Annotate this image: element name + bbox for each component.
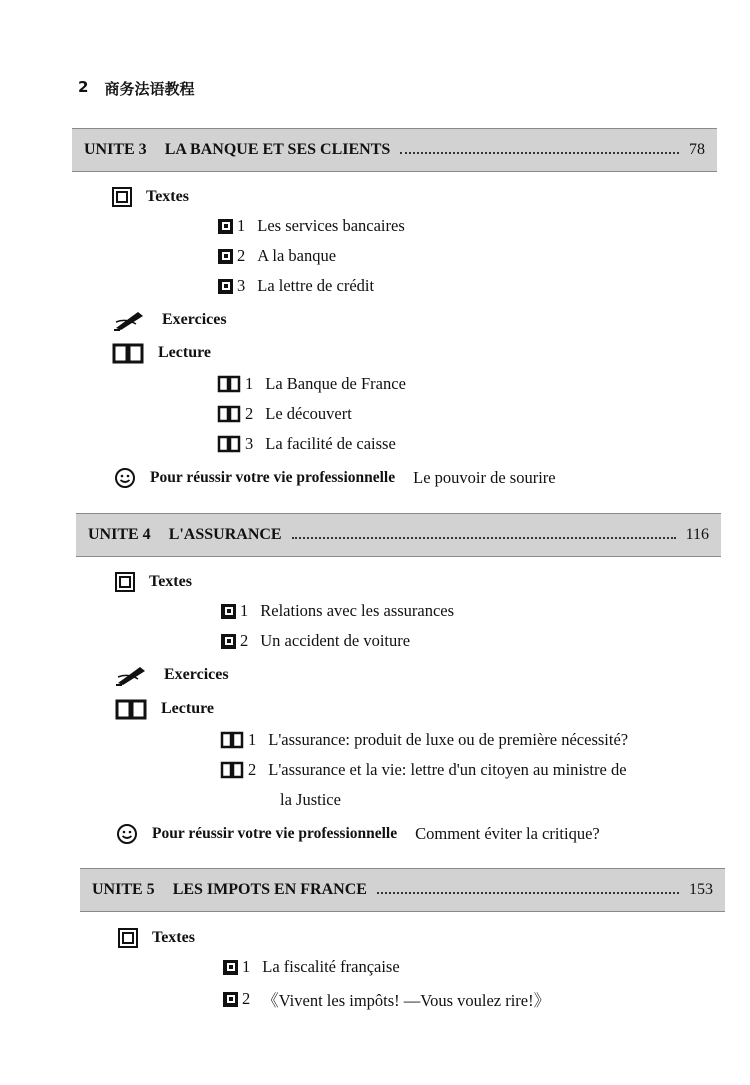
text-icon <box>223 960 238 975</box>
text-icon <box>218 249 233 264</box>
lecture-heading: Lecture <box>115 698 214 720</box>
unit-number: UNITE 4 <box>88 526 151 543</box>
dot-leader <box>377 892 679 894</box>
book-icon <box>115 698 147 720</box>
list-item[interactable]: 1 L'assurance: produit de luxe ou de première nécessité? <box>220 730 628 750</box>
book-icon <box>112 342 144 364</box>
book-icon <box>220 761 244 779</box>
book-icon <box>220 731 244 749</box>
smiley-icon <box>116 823 138 845</box>
pencil-icon <box>114 663 150 687</box>
unit-3-header[interactable] <box>72 128 717 172</box>
pro-label: Pour réussir votre vie professionnelle <box>150 469 396 486</box>
pro-label: Pour réussir votre vie professionnelle <box>152 825 398 842</box>
text-icon <box>221 634 236 649</box>
text-icon <box>221 604 236 619</box>
pro-title: Comment éviter la critique? <box>415 824 600 843</box>
list-item-continuation: la Justice <box>280 790 341 809</box>
textes-icon <box>112 187 132 207</box>
textes-icon <box>118 928 138 948</box>
list-item[interactable]: 1 Les services bancaires <box>218 216 405 236</box>
pro-life-entry[interactable] <box>114 467 556 489</box>
unit-page: 78 <box>689 141 705 158</box>
textes-heading: Textes <box>112 187 189 207</box>
unit-number: UNITE 3 <box>84 141 147 158</box>
unit-5-header[interactable] <box>80 868 725 912</box>
list-item[interactable]: 3 La lettre de crédit <box>218 276 374 296</box>
pro-life-entry[interactable] <box>116 823 600 845</box>
list-item[interactable]: 2 《Vivent les impôts! —Vous voulez rire!》 <box>223 987 550 1011</box>
running-head <box>78 78 194 99</box>
book-icon <box>217 405 241 423</box>
book-title: 商务法语教程 <box>104 80 195 98</box>
book-icon <box>217 375 241 393</box>
unit-page: 153 <box>689 881 713 898</box>
text-icon <box>223 992 238 1007</box>
list-item[interactable]: 2 A la banque <box>218 246 336 266</box>
list-item[interactable]: 1 La fiscalité française <box>223 957 400 977</box>
lecture-heading: Lecture <box>112 342 211 364</box>
page-number: 2 <box>78 78 89 96</box>
text-icon <box>218 219 233 234</box>
smiley-icon <box>114 467 136 489</box>
book-icon <box>217 435 241 453</box>
unit-title: LES IMPOTS EN FRANCE <box>172 881 367 898</box>
unit-number: UNITE 5 <box>92 881 155 898</box>
dot-leader <box>400 152 679 154</box>
unit-title: LA BANQUE ET SES CLIENTS <box>164 141 391 158</box>
unit-page: 116 <box>685 526 709 543</box>
exercices-heading: Exercices <box>112 308 227 332</box>
list-item[interactable]: 2 L'assurance et la vie: lettre d'un citoyen au ministre de <box>220 760 627 780</box>
textes-icon <box>115 572 135 592</box>
dot-leader <box>292 537 676 539</box>
list-item[interactable]: 2 Le découvert <box>217 404 352 424</box>
exercices-heading: Exercices <box>114 663 229 687</box>
textes-heading: Textes <box>118 928 195 948</box>
pencil-icon <box>112 308 148 332</box>
text-icon <box>218 279 233 294</box>
unit-4-header[interactable] <box>76 513 721 557</box>
list-item[interactable]: 1 Relations avec les assurances <box>221 601 454 621</box>
list-item[interactable]: 3 La facilité de caisse <box>217 434 396 454</box>
unit-title: L'ASSURANCE <box>168 526 282 543</box>
pro-title: Le pouvoir de sourire <box>413 468 556 487</box>
textes-heading: Textes <box>115 572 192 592</box>
list-item[interactable]: 1 La Banque de France <box>217 374 406 394</box>
list-item[interactable]: 2 Un accident de voiture <box>221 631 410 651</box>
